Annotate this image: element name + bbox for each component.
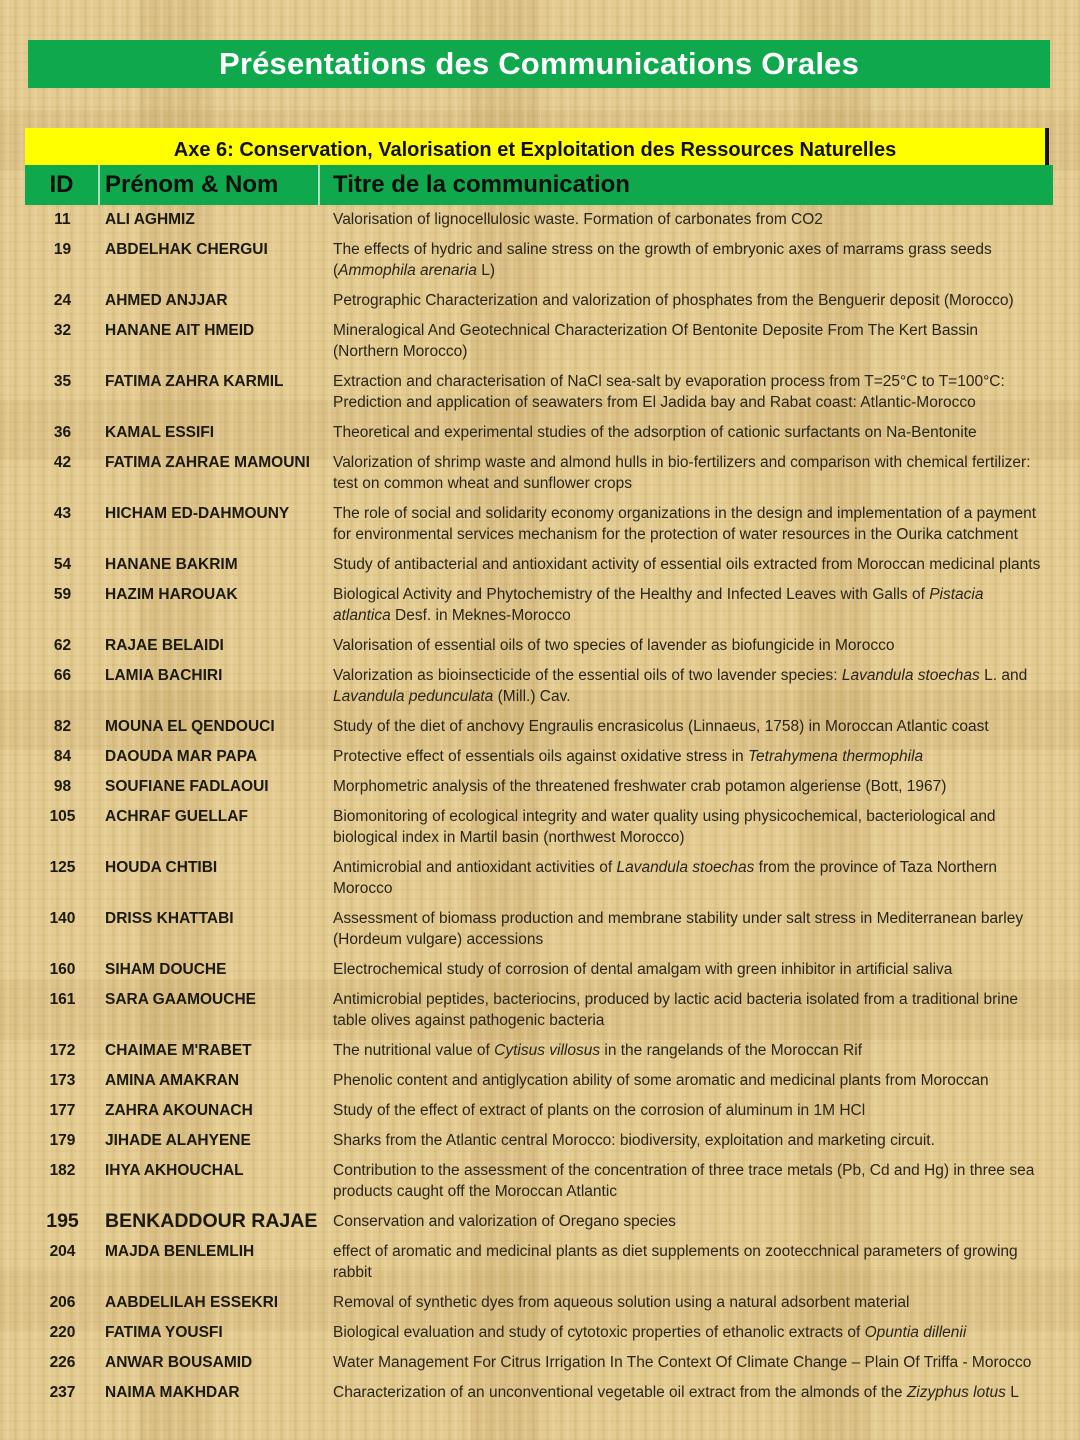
row-name: MOUNA EL QENDOUCI — [105, 718, 275, 735]
row-title: The nutritional value of Cytisus villosus in the rangelands of the Moroccan Rif — [333, 1042, 863, 1059]
row-id: 35 — [53, 373, 72, 390]
table-row — [25, 1126, 1053, 1156]
table-row — [25, 367, 1053, 418]
row-title: Sharks from the Atlantic central Morocco: biodiversity, exploitation and marketing circuit. — [333, 1132, 935, 1149]
row-title: The role of social and solidarity economy organizations in the design and implementation of a payment for environmental services mechanism for the protection of water resources in the Ourika catchment — [333, 505, 1037, 543]
row-id: 66 — [53, 667, 72, 684]
table-row — [25, 1066, 1053, 1096]
row-title: Valorization of shrimp waste and almond hulls in bio-fertilizers and comparison with chemical fertilizer: test on common wheat and sunflower crops — [333, 454, 1031, 492]
row-title: Phenolic content and antiglycation ability of some aromatic and medicinal plants from Moroccan — [333, 1072, 989, 1089]
table-row — [25, 1096, 1053, 1126]
table-row — [25, 985, 1053, 1036]
row-id: 36 — [53, 424, 72, 441]
table-row — [25, 1036, 1053, 1066]
row-id: 161 — [49, 991, 76, 1008]
table-row — [25, 853, 1053, 904]
row-name: AMINA AMAKRAN — [105, 1072, 240, 1089]
row-name: RAJAE BELAIDI — [105, 637, 224, 654]
row-title: Valorisation of essential oils of two species of lavender as biofungicide in Morocco — [333, 637, 895, 654]
row-id: 237 — [49, 1384, 76, 1401]
row-id: 24 — [53, 292, 72, 309]
row-title: Study of the effect of extract of plants on the corrosion of aluminum in 1M HCl — [333, 1102, 866, 1119]
row-id: 173 — [49, 1072, 76, 1089]
table-row — [25, 1156, 1053, 1207]
table-row — [25, 631, 1053, 661]
row-name: KAMAL ESSIFI — [105, 424, 215, 441]
table-row — [25, 205, 1053, 235]
row-name: HANANE BAKRIM — [105, 556, 238, 573]
row-name: HAZIM HAROUAK — [105, 586, 238, 603]
row-id: 226 — [49, 1354, 76, 1371]
row-id: 11 — [54, 211, 71, 228]
table-row — [25, 661, 1053, 712]
table-row — [25, 1288, 1053, 1318]
row-name: ACHRAF GUELLAF — [105, 808, 248, 825]
table-row — [25, 1318, 1053, 1348]
row-id: 125 — [49, 859, 76, 876]
row-title: effect of aromatic and medicinal plants as diet supplements on zootecchnical parameters of growing rabbit — [333, 1243, 1018, 1281]
table-row — [25, 712, 1053, 742]
row-id: 220 — [49, 1324, 76, 1341]
row-id: 84 — [53, 748, 72, 765]
row-name: NAIMA MAKHDAR — [105, 1384, 240, 1401]
table-row — [25, 418, 1053, 448]
row-title: Valorization as bioinsecticide of the essential oils of two lavender species: Lavandula stoechas L. and Lavandula pedunculata (Mill.) Cav. — [333, 667, 1028, 705]
row-name: ANWAR BOUSAMID — [105, 1354, 253, 1371]
row-name: ABDELHAK CHERGUI — [105, 241, 268, 258]
row-name: MAJDA BENLEMLIH — [105, 1243, 255, 1260]
table-row — [25, 1348, 1053, 1378]
row-title: Antimicrobial peptides, bacteriocins, produced by lactic acid bacteria isolated from a traditional brine table olives against pathogenic bacteria — [333, 991, 1018, 1029]
row-title: Morphometric analysis of the threatened freshwater crab potamon algeriense (Bott, 1967) — [333, 778, 947, 795]
table-row — [25, 550, 1053, 580]
row-title: Characterization of an unconventional vegetable oil extract from the almonds of the Zizyphus lotus L — [333, 1384, 1019, 1401]
table-row — [25, 904, 1053, 955]
row-name: DRISS KHATTABI — [105, 910, 234, 927]
row-id: 98 — [53, 778, 72, 795]
table-body — [25, 205, 1053, 1408]
row-id: 105 — [49, 808, 76, 825]
row-title: Biological evaluation and study of cytotoxic properties of ethanolic extracts of Opuntia dillenii — [333, 1324, 967, 1341]
row-title: The effects of hydric and saline stress on the growth of embryonic axes of marrams grass seeds (Ammophila arenaria L) — [333, 241, 992, 279]
row-title: Removal of synthetic dyes from aqueous solution using a natural adsorbent material — [333, 1294, 910, 1311]
row-name: SARA GAAMOUCHE — [105, 991, 256, 1008]
row-title: Protective effect of essentials oils against oxidative stress in Tetrahymena thermophila — [333, 748, 924, 765]
table-row — [25, 1237, 1053, 1288]
row-name: CHAIMAE M'RABET — [105, 1042, 252, 1059]
row-title: Mineralogical And Geotechnical Characterization Of Bentonite Deposite From The Kert Bassin (Northern Morocco) — [333, 322, 979, 360]
table-row — [25, 448, 1053, 499]
row-title: Biomonitoring of ecological integrity and water quality using physicochemical, bacteriological and biological index in Martil basin (northwest Morocco) — [333, 808, 996, 846]
row-title: Water Management For Citrus Irrigation In The Context Of Climate Change – Plain Of Triffa - Morocco — [333, 1354, 1032, 1371]
table-row — [25, 772, 1053, 802]
row-title: Electrochemical study of corrosion of dental amalgam with green inhibitor in artificial saliva — [333, 961, 953, 978]
row-name: AABDELILAH ESSEKRI — [105, 1294, 279, 1311]
row-id: 140 — [49, 910, 76, 927]
column-header-name: Prénom & Nom — [100, 165, 320, 205]
page-title: Présentations des Communications Orales — [218, 46, 860, 81]
row-id: 204 — [49, 1243, 76, 1260]
row-id: 32 — [53, 322, 72, 339]
row-title: Conservation and valorization of Oregano species — [333, 1213, 676, 1230]
row-id: 19 — [53, 241, 72, 258]
row-title: Valorisation of lignocellulosic waste. Formation of carbonates from CO2 — [333, 211, 823, 228]
row-id: 160 — [49, 961, 76, 978]
row-name: DAOUDA MAR PAPA — [105, 748, 258, 765]
row-id: 195 — [46, 1210, 79, 1232]
table-row — [25, 742, 1053, 772]
row-name: HICHAM ED-DAHMOUNY — [105, 505, 290, 522]
row-title: Contribution to the assessment of the concentration of three trace metals (Pb, Cd and Hg) in three sea products caught off the Moroccan Atlantic — [333, 1162, 1035, 1200]
table-row — [25, 316, 1053, 367]
row-id: 62 — [53, 637, 72, 654]
row-id: 172 — [49, 1042, 76, 1059]
row-title: Study of antibacterial and antioxidant activity of essential oils extracted from Moroccan medicinal plants — [333, 556, 1041, 573]
column-header-id: ID — [25, 165, 100, 205]
row-id: 182 — [49, 1162, 76, 1179]
main-title-banner — [28, 40, 1050, 88]
row-id: 42 — [53, 454, 72, 471]
row-name: ALI AGHMIZ — [105, 211, 195, 228]
row-name: HOUDA CHTIBI — [105, 859, 218, 876]
row-name: IHYA AKHOUCHAL — [105, 1162, 244, 1179]
table-row — [25, 580, 1053, 631]
row-name: FATIMA YOUSFI — [105, 1324, 223, 1341]
row-title: Study of the diet of anchovy Engraulis encrasicolus (Linnaeus, 1758) in Moroccan Atlantic coast — [333, 718, 989, 735]
row-name: LAMIA BACHIRI — [105, 667, 223, 684]
row-name: ZAHRA AKOUNACH — [105, 1102, 253, 1119]
column-header-title: Titre de la communication — [333, 171, 630, 198]
row-name: AHMED ANJJAR — [105, 292, 228, 309]
row-title: Theoretical and experimental studies of the adsorption of cationic surfactants on Na-Bentonite — [333, 424, 977, 441]
row-id: 59 — [53, 586, 72, 603]
row-id: 82 — [53, 718, 72, 735]
row-name: SOUFIANE FADLAOUI — [105, 778, 269, 795]
row-name: SIHAM DOUCHE — [105, 961, 227, 978]
row-id: 54 — [53, 556, 72, 573]
table-row — [25, 1207, 1053, 1237]
axe-banner-label: Axe 6: Conservation, Valorisation et Exploitation des Ressources Naturelles — [173, 139, 897, 161]
table-header — [25, 165, 1053, 205]
table-row — [25, 1378, 1053, 1408]
row-name: FATIMA ZAHRAE MAMOUNI — [105, 454, 310, 471]
row-title: Assessment of biomass production and membrane stability under salt stress in Mediterranean barley (Hordeum vulgare) accessions — [333, 910, 1024, 948]
row-title: Petrographic Characterization and valorization of phosphates from the Benguerir deposit (Morocco) — [333, 292, 1014, 309]
table-row — [25, 802, 1053, 853]
table-row — [25, 286, 1053, 316]
table-row — [25, 955, 1053, 985]
table-row — [25, 235, 1053, 286]
axe-banner — [25, 128, 1049, 165]
row-id: 177 — [49, 1102, 76, 1119]
row-id: 43 — [53, 505, 72, 522]
row-name: FATIMA ZAHRA KARMIL — [105, 373, 284, 390]
row-title: Antimicrobial and antioxidant activities of Lavandula stoechas from the province of Taza Northern Morocco — [333, 859, 998, 897]
row-name: JIHADE ALAHYENE — [105, 1132, 251, 1149]
row-id: 179 — [49, 1132, 76, 1149]
row-title: Biological Activity and Phytochemistry of the Healthy and Infected Leaves with Galls of Pistacia atlantica Desf. in Meknes-Morocco — [333, 586, 984, 624]
row-title: Extraction and characterisation of NaCl sea-salt by evaporation process from T=25°C to T=100°C: Prediction and application of seawaters from El Jadida bay and Rabat coast: Atlantic-Morocco — [333, 373, 1005, 411]
table-row — [25, 499, 1053, 550]
row-name: HANANE AIT HMEID — [105, 322, 255, 339]
row-name: BENKADDOUR RAJAE — [105, 1210, 318, 1232]
row-id: 206 — [49, 1294, 76, 1311]
